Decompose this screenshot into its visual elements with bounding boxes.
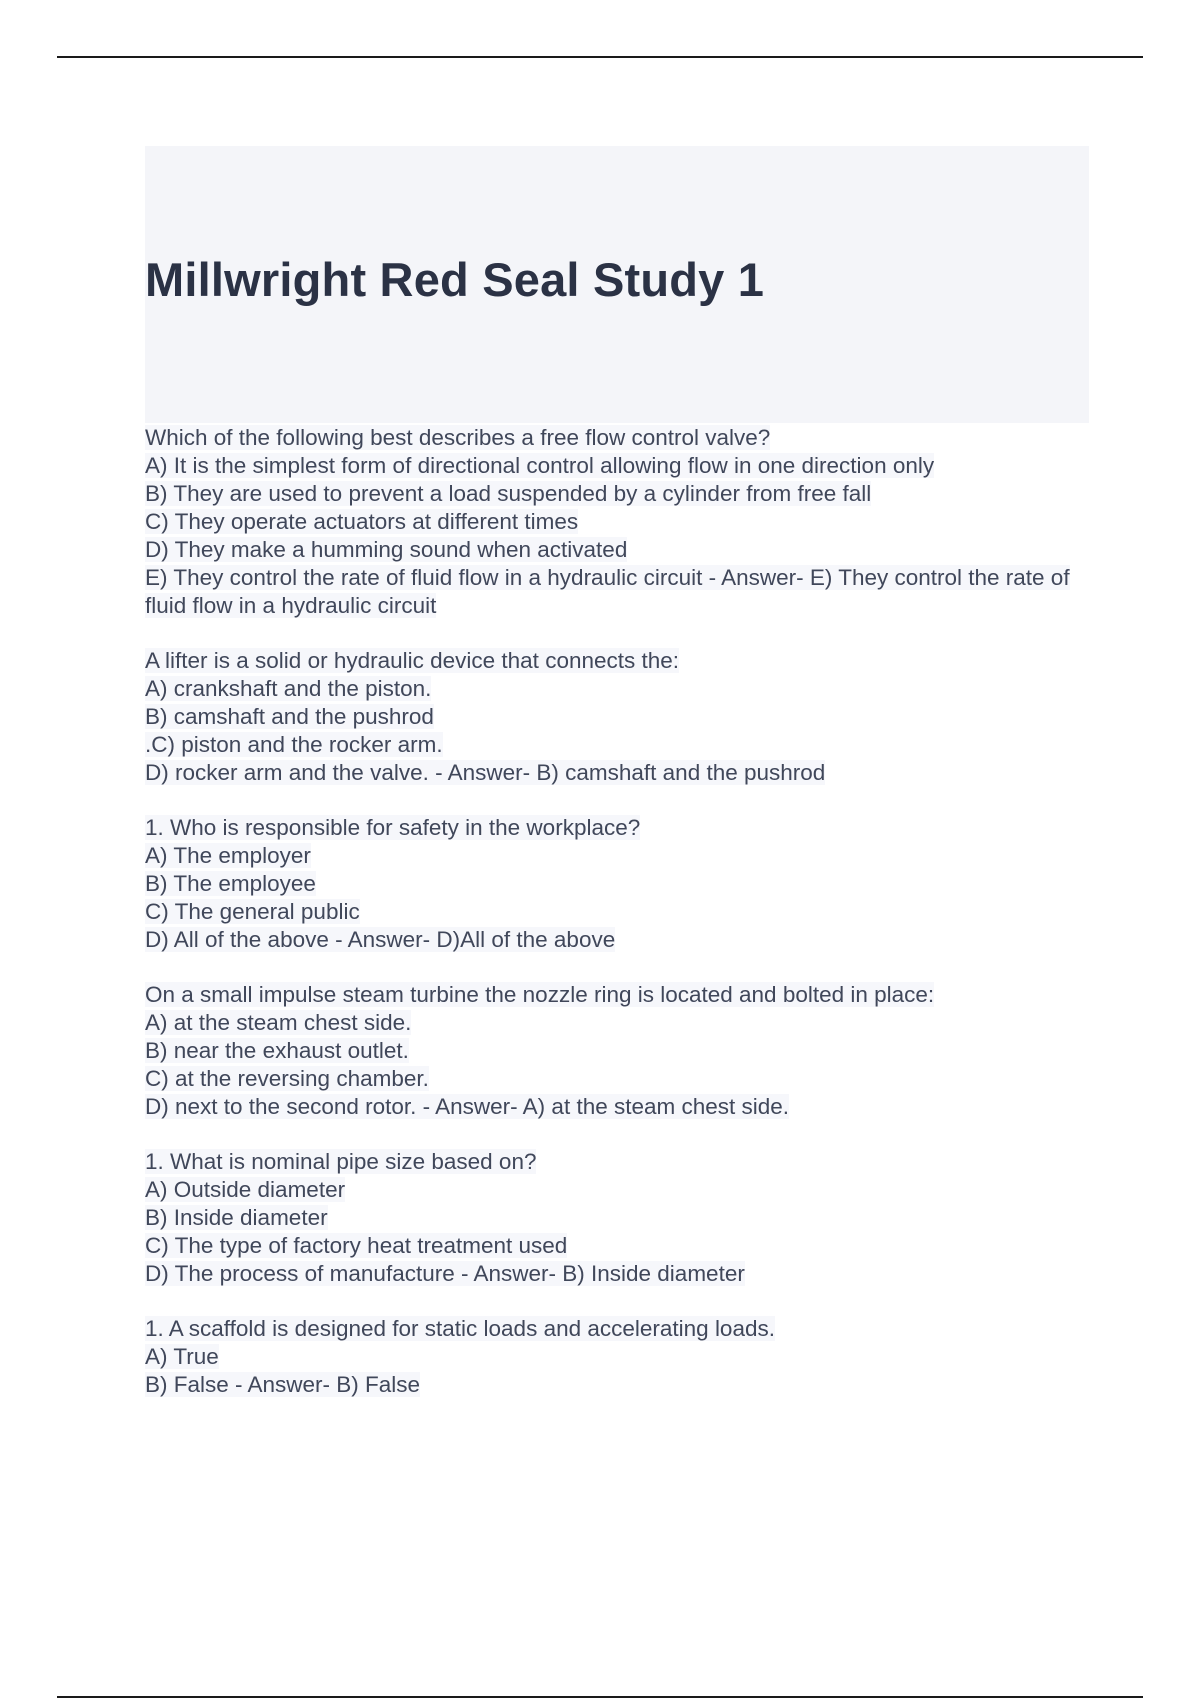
question-block <box>145 647 1090 787</box>
answer-option: B) Inside diameter <box>145 1205 328 1230</box>
question-text: Which of the following best describes a free flow control valve? <box>145 425 771 450</box>
question-block <box>145 1315 1090 1399</box>
question-text: 1. What is nominal pipe size based on? <box>145 1149 537 1174</box>
question-text: A lifter is a solid or hydraulic device that connects the: <box>145 648 680 673</box>
answer-option-with-answer: D) rocker arm and the valve. - Answer- B) camshaft and the pushrod <box>145 760 826 785</box>
answer-option: B) near the exhaust outlet. <box>145 1038 409 1063</box>
answer-option: A) The employer <box>145 843 311 868</box>
question-block <box>145 981 1090 1121</box>
question-text: 1. Who is responsible for safety in the workplace? <box>145 815 641 840</box>
answer-option-with-answer: B) False - Answer- B) False <box>145 1372 421 1397</box>
answer-option: D) They make a humming sound when activated <box>145 537 628 562</box>
question-list <box>145 424 1090 1426</box>
question-block <box>145 424 1090 620</box>
answer-option-with-answer: E) They control the rate of fluid flow in a hydraulic circuit - Answer- E) They control the rate of fluid flow in a hydraulic circuit <box>145 565 1070 618</box>
answer-option: B) They are used to prevent a load suspended by a cylinder from free fall <box>145 481 872 506</box>
question-text: On a small impulse steam turbine the nozzle ring is located and bolted in place: <box>145 982 935 1007</box>
answer-option: A) crankshaft and the piston. <box>145 676 432 701</box>
answer-option: B) The employee <box>145 871 316 896</box>
answer-option-with-answer: D) All of the above - Answer- D)All of the above <box>145 927 616 952</box>
answer-option-with-answer: D) next to the second rotor. - Answer- A) at the steam chest side. <box>145 1094 790 1119</box>
answer-option: C) The general public <box>145 899 360 924</box>
answer-option: C) at the reversing chamber. <box>145 1066 429 1091</box>
answer-option: B) camshaft and the pushrod <box>145 704 434 729</box>
question-block <box>145 814 1090 954</box>
answer-option: C) They operate actuators at different times <box>145 509 579 534</box>
answer-option: A) It is the simplest form of directional control allowing flow in one direction only <box>145 453 935 478</box>
answer-option: A) True <box>145 1344 219 1369</box>
answer-option: .C) piston and the rocker arm. <box>145 732 443 757</box>
question-text: 1. A scaffold is designed for static loads and accelerating loads. <box>145 1316 775 1341</box>
document-title: Millwright Red Seal Study 1 <box>145 253 765 306</box>
question-block <box>145 1148 1090 1288</box>
top-rule <box>57 56 1143 58</box>
answer-option-with-answer: D) The process of manufacture - Answer- B) Inside diameter <box>145 1261 745 1286</box>
answer-option: A) at the steam chest side. <box>145 1010 412 1035</box>
answer-option: A) Outside diameter <box>145 1177 346 1202</box>
answer-option: C) The type of factory heat treatment used <box>145 1233 568 1258</box>
bottom-rule <box>57 1696 1143 1698</box>
